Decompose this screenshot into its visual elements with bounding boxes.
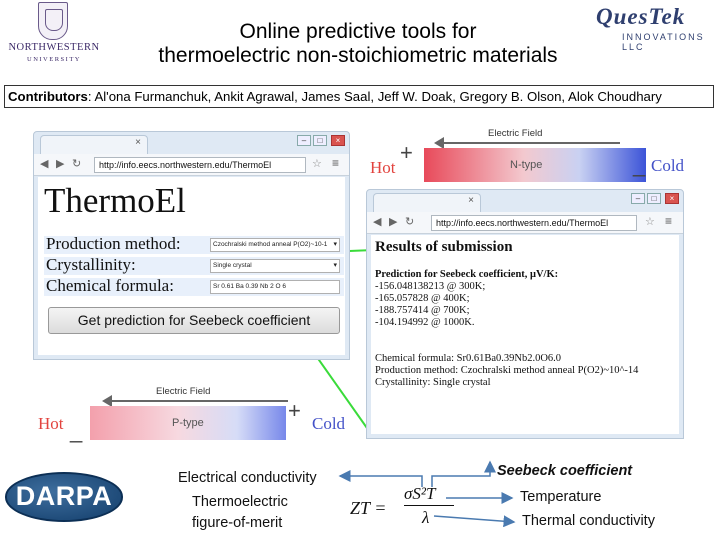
- results-title: Results of submission: [375, 239, 513, 255]
- address-bar[interactable]: http://info.eecs.northwestern.edu/ThermoEl: [431, 215, 637, 231]
- prediction-item: -165.057828 @ 400K;: [375, 293, 470, 304]
- close-tab-icon[interactable]: ×: [135, 137, 141, 148]
- address-bar[interactable]: http://info.eecs.northwestern.edu/ThermoEl: [94, 157, 306, 173]
- chemical-formula-label: Chemical formula:: [46, 276, 174, 295]
- darpa-text: DARPA: [15, 481, 113, 511]
- university-name: NORTHWESTERN: [8, 42, 100, 53]
- maximize-icon[interactable]: □: [313, 135, 327, 146]
- prediction-item: -156.048138213 @ 300K;: [375, 281, 486, 292]
- arrow-to-thermal: [434, 516, 514, 522]
- prediction-item: -104.194992 @ 1000K.: [375, 317, 475, 328]
- minimize-icon[interactable]: –: [297, 135, 311, 146]
- electric-field-p-label: Electric Field: [156, 386, 211, 397]
- bookmark-star-icon[interactable]: ☆: [312, 158, 322, 170]
- close-tab-icon[interactable]: ×: [468, 195, 474, 206]
- n-type-label: N-type: [510, 159, 543, 171]
- site-logo: ThermoEl: [44, 181, 186, 220]
- menu-icon[interactable]: ≡: [665, 214, 673, 228]
- dropdown-arrow-icon: ▾: [333, 241, 337, 248]
- prediction-label: Prediction for Seebeck coefficient, μV/K:: [375, 269, 559, 280]
- contributors-label: Contributors: [8, 89, 88, 104]
- crystallinity-value: Single crystal: [213, 262, 252, 269]
- thermoelectric-label: Thermoelectric: [192, 494, 288, 510]
- production-method-value: Czochralski method anneal P(O2)~10-1: [213, 241, 328, 248]
- minus-sign: _: [70, 418, 83, 443]
- equation-lhs: ZT =: [350, 498, 387, 518]
- menu-icon[interactable]: ≡: [332, 156, 340, 170]
- electric-field-n-label: Electric Field: [488, 128, 543, 139]
- minimize-icon[interactable]: –: [631, 193, 645, 204]
- arrow-to-seebeck: [432, 462, 490, 487]
- cold-label-p: Cold: [312, 414, 346, 433]
- chemical-formula-input[interactable]: Sr 0.61 Ba 0.39 Nb 2 O 6: [210, 280, 340, 294]
- company-sub: INNOVATIONS LLC: [622, 32, 705, 52]
- back-icon[interactable]: ◀: [40, 158, 49, 170]
- maximize-icon[interactable]: □: [647, 193, 661, 204]
- production-method-label: Production method:: [46, 234, 181, 253]
- figure-of-merit-label: figure-of-merit: [192, 515, 283, 531]
- plus-sign: +: [288, 398, 301, 423]
- university-sub: UNIVERSITY: [27, 56, 81, 63]
- electrical-conductivity-label: Electrical conductivity: [178, 470, 317, 486]
- reload-icon[interactable]: ↻: [405, 216, 415, 228]
- prediction-item: -188.757414 @ 700K;: [375, 305, 470, 316]
- equation-numerator: σS²T: [404, 484, 436, 503]
- forward-icon[interactable]: ▶: [389, 216, 398, 228]
- thermal-conductivity-label: Thermal conductivity: [522, 513, 655, 529]
- forward-icon[interactable]: ▶: [56, 158, 65, 170]
- minus-sign: _: [633, 152, 646, 177]
- crystallinity-result: Crystallinity: Single crystal: [375, 377, 491, 388]
- close-window-icon[interactable]: ×: [665, 193, 679, 204]
- plus-sign: +: [400, 140, 413, 165]
- dropdown-arrow-icon: ▾: [333, 262, 337, 269]
- arrow-to-electrical: [340, 476, 422, 487]
- p-type-label: P-type: [172, 417, 204, 429]
- bookmark-star-icon[interactable]: ☆: [645, 216, 655, 228]
- chemical-formula-result: Chemical formula: Sr0.61Ba0.39Nb2.0O6.0: [375, 353, 562, 364]
- hot-label-n: Hot: [370, 158, 396, 177]
- crystallinity-label: Crystallinity:: [46, 255, 136, 274]
- equation-denominator: λ: [422, 508, 430, 527]
- production-method-result: Production method: Czochralski method anneal P(O2)~10^-14: [375, 365, 639, 376]
- get-prediction-button[interactable]: Get prediction for Seebeck coefficient: [48, 307, 340, 334]
- close-window-icon[interactable]: ×: [331, 135, 345, 146]
- hot-label-p: Hot: [38, 414, 64, 433]
- company-name: QuesTek: [596, 4, 686, 29]
- seebeck-coefficient-label: Seebeck coefficient: [497, 463, 633, 479]
- back-icon[interactable]: ◀: [373, 216, 382, 228]
- reload-icon[interactable]: ↻: [72, 158, 82, 170]
- cold-label-n: Cold: [651, 156, 685, 175]
- title-line-2: thermoelectric non-stoichiometric materials: [158, 44, 558, 67]
- contributors-names: : Al'ona Furmanchuk, Ankit Agrawal, James Saal, Jeff W. Doak, Gregory B. Olson, Alok Choudhary: [87, 89, 662, 104]
- title-line-1: Online predictive tools for: [239, 20, 477, 43]
- temperature-label: Temperature: [520, 489, 602, 505]
